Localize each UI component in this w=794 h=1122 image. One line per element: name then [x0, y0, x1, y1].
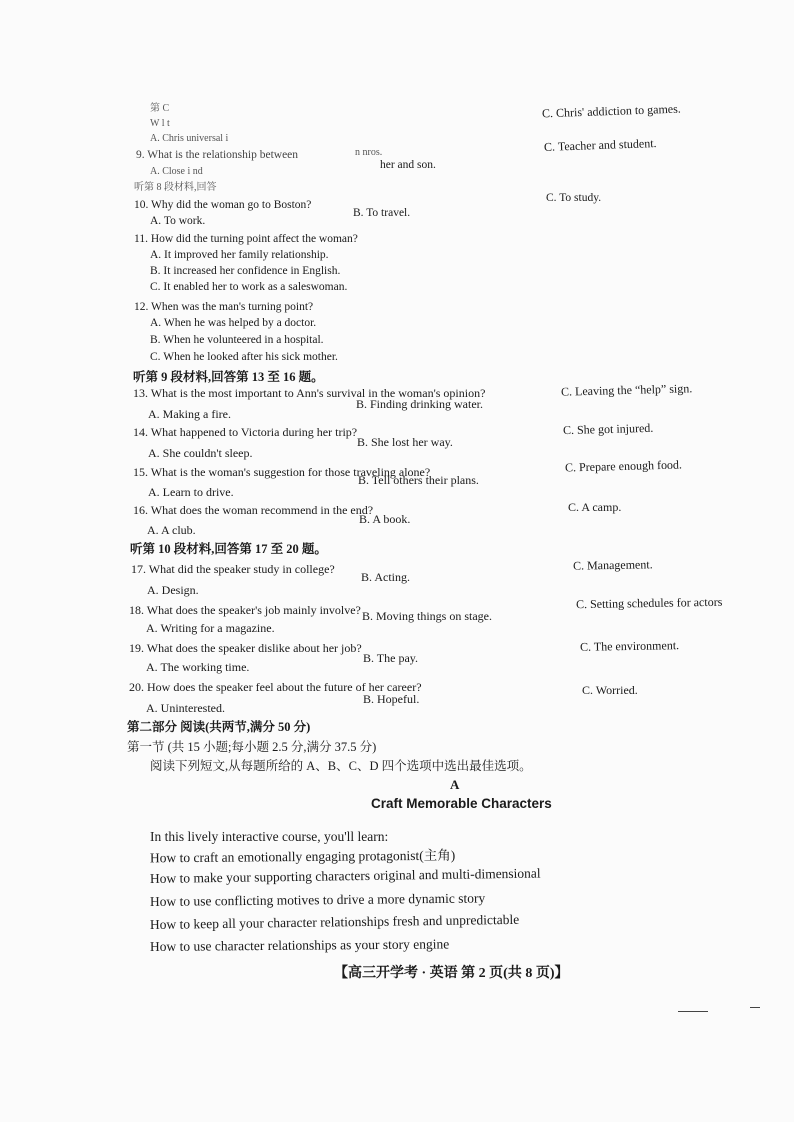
option-c-8: C. Chris' addiction to games. [541, 101, 682, 121]
option-c-20: C. Worried. [582, 683, 638, 697]
option-b-16: B. A book. [359, 512, 411, 526]
question-9: 9. What is the relationship between [136, 149, 299, 161]
question-11: 11. How did the turning point affect the woman? [134, 233, 358, 245]
option-b-10: B. To travel. [353, 207, 411, 219]
option-c-19: C. The environment. [579, 638, 680, 654]
option-c-12: C. When he looked after his sick mother. [150, 351, 338, 363]
option-a-20: A. Uninterested. [146, 701, 225, 715]
question-16: 16. What does the woman recommend in the end? [133, 503, 374, 517]
section-9-label: 听第 9 段材料,回答第 13 至 16 题。 [133, 370, 324, 384]
question-12: 12. When was the man's turning point? [134, 301, 314, 313]
faint-line: A. Chris universal i [150, 133, 229, 144]
option-b-12: B. When he volunteered in a hospital. [150, 334, 324, 346]
question-15: 15. What is the woman's suggestion for those traveling alone? [133, 465, 431, 479]
option-b-19: B. The pay. [363, 651, 418, 665]
option-a-11: A. It improved her family relationship. [150, 249, 329, 261]
option-a-16: A. A club. [147, 523, 196, 537]
option-c-15: C. Prepare enough food. [564, 457, 683, 475]
question-20: 20. How does the speaker feel about the future of her career? [129, 680, 422, 694]
option-c-18: C. Setting schedules for actors [575, 594, 723, 612]
scan-mark [678, 1011, 708, 1012]
section-8-label: 听第 8 段材料,回答 [134, 182, 217, 193]
question-19: 19. What does the speaker dislike about her job? [129, 641, 362, 655]
option-a-19: A. The working time. [146, 660, 250, 674]
passage-title: Craft Memorable Characters [371, 796, 552, 811]
option-c-9: C. Teacher and student. [543, 136, 657, 154]
option-a-13: A. Making a fire. [148, 407, 231, 421]
option-b-20: B. Hopeful. [363, 692, 420, 706]
faint-line: n nros. [355, 147, 383, 158]
reading-instruction: 阅读下列短文,从每题所给的 A、B、C、D 四个选项中选出最佳选项。 [150, 759, 532, 773]
option-b-9: her and son. [380, 159, 436, 171]
passage-line: In this lively interactive course, you'll learn: [150, 829, 389, 844]
section-1-heading: 第一节 (共 15 小题;每小题 2.5 分,满分 37.5 分) [127, 740, 377, 754]
faint-line: W l t [150, 118, 170, 129]
passage-line: How to make your supporting characters original and multi-dimensional [149, 865, 541, 886]
option-a-10: A. To work. [150, 215, 206, 227]
question-13: 13. What is the most important to Ann's survival in the woman's opinion? [133, 386, 486, 400]
scan-mark [750, 1007, 760, 1008]
option-b-14: B. She lost her way. [357, 435, 453, 449]
question-10: 10. Why did the woman go to Boston? [134, 199, 312, 211]
option-b-13: B. Finding drinking water. [356, 397, 483, 411]
option-a-12: A. When he was helped by a doctor. [150, 317, 317, 329]
question-18: 18. What does the speaker's job mainly involve? [129, 603, 361, 617]
option-c-13: C. Leaving the “help” sign. [560, 381, 693, 399]
option-a-15: A. Learn to drive. [148, 485, 234, 499]
passage-line: How to keep all your character relationships fresh and unpredictable [149, 911, 520, 932]
option-b-18: B. Moving things on stage. [362, 609, 493, 623]
question-17: 17. What did the speaker study in college? [131, 562, 335, 576]
option-b-15: B. Tell others their plans. [358, 473, 479, 487]
option-c-16: C. A camp. [568, 500, 622, 514]
faint-line: 第 C [150, 103, 170, 114]
passage-line: How to craft an emotionally engaging protagonist(主角) [149, 847, 456, 866]
option-c-11: C. It enabled her to work as a saleswoman. [150, 281, 348, 293]
page-footer: 【高三开学考 · 英语 第 2 页(共 8 页)】 [334, 966, 569, 981]
option-a-18: A. Writing for a magazine. [146, 621, 275, 635]
option-b-17: B. Acting. [361, 570, 411, 584]
passage-line: How to use character relationships as your story engine [149, 936, 450, 954]
question-14: 14. What happened to Victoria during her trip? [133, 425, 358, 439]
faint-line: A. Close i nd [150, 166, 203, 177]
part-2-heading: 第二部分 阅读(共两节,满分 50 分) [127, 720, 311, 734]
option-a-14: A. She couldn't sleep. [148, 446, 253, 460]
section-10-label: 听第 10 段材料,回答第 17 至 20 题。 [130, 542, 327, 556]
option-a-17: A. Design. [147, 583, 199, 597]
option-c-17: C. Management. [572, 557, 653, 573]
option-c-10: C. To study. [546, 192, 602, 204]
option-c-14: C. She got injured. [562, 420, 654, 438]
option-b-11: B. It increased her confidence in English. [150, 265, 341, 277]
passage-letter: A [450, 777, 460, 792]
passage-line: How to use conflicting motives to drive a more dynamic story [149, 890, 486, 909]
